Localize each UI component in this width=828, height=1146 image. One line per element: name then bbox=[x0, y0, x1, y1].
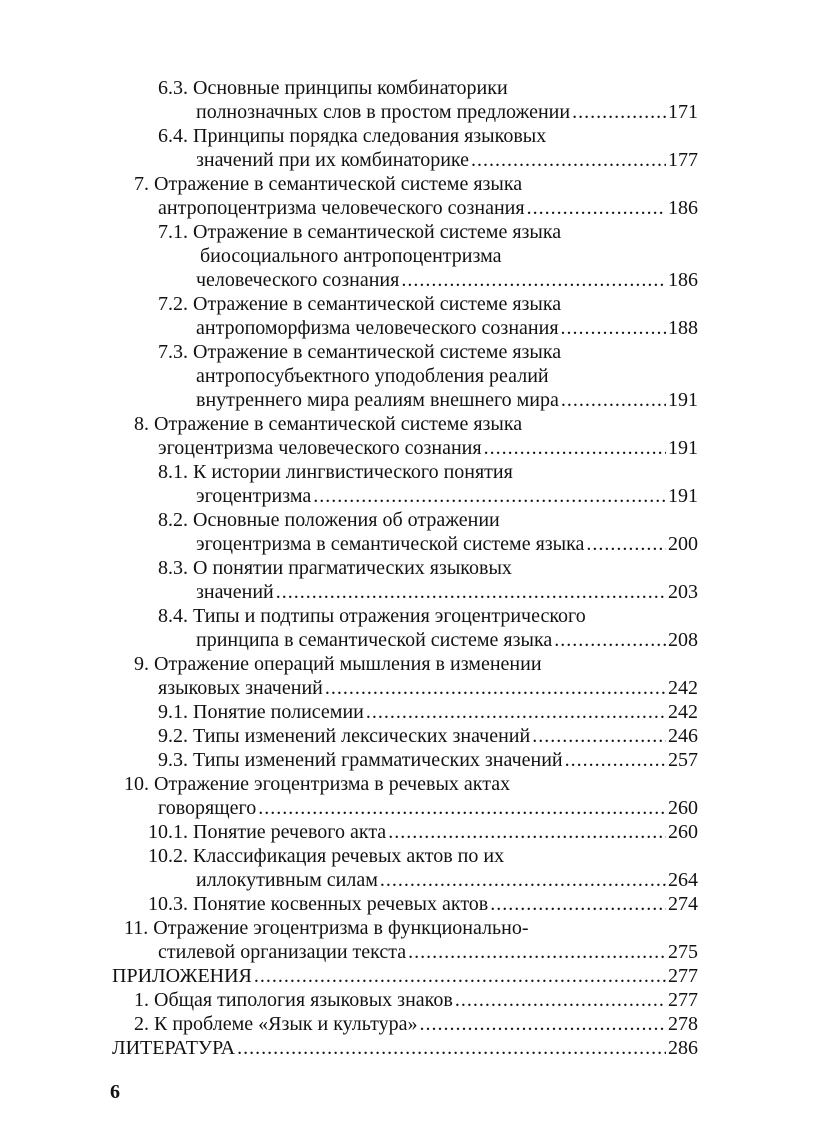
toc-entry-7-2[interactable] bbox=[196, 316, 698, 340]
toc-leader-dots bbox=[561, 388, 666, 412]
toc-page-number: 264 bbox=[668, 869, 698, 891]
toc-page-number: 186 bbox=[668, 197, 698, 219]
toc-entry-8-1[interactable] bbox=[196, 484, 698, 508]
toc-entry-11[interactable] bbox=[158, 940, 698, 964]
toc-page-number: 191 bbox=[668, 437, 698, 459]
toc-entry-title: значений при их комбинаторике bbox=[196, 149, 470, 171]
toc-leader-dots bbox=[586, 532, 666, 556]
toc-leader-dots bbox=[408, 940, 666, 964]
toc-leader-dots bbox=[471, 148, 666, 172]
toc-entry-9-2[interactable] bbox=[158, 724, 698, 748]
toc-leader-dots bbox=[388, 820, 666, 844]
toc-entry-7-3-line2: антропосубъектного уподобления реалий bbox=[196, 365, 549, 387]
toc-entry-9-line1: 9. Отражение операций мышления в изменении bbox=[134, 653, 542, 675]
toc-leader-dots bbox=[380, 868, 666, 892]
toc-entry-8-3[interactable] bbox=[196, 580, 698, 604]
toc-entry-8-line1: 8. Отражение в семантической системе языка bbox=[134, 413, 523, 435]
toc-leader-dots bbox=[254, 964, 666, 988]
toc-entry-7-1-line2: биосоциального антропоцентризма bbox=[200, 245, 502, 267]
toc-entry-title: 1. Общая типология языковых знаков bbox=[134, 989, 453, 1011]
toc-page-number: 203 bbox=[668, 581, 698, 603]
toc-entry-10-line1: 10. Отражение эгоцентризма в речевых актах bbox=[124, 773, 511, 795]
toc-entry-8-4-line1: 8.4. Типы и подтипы отражения эгоцентрического bbox=[158, 605, 586, 627]
toc-page-number: 277 bbox=[668, 965, 698, 987]
toc-entry-title: антропоцентризма человеческого сознания bbox=[158, 197, 525, 219]
toc-page-number: 186 bbox=[668, 269, 698, 291]
toc-page-number: 171 bbox=[668, 101, 698, 123]
toc-entry-8-4[interactable] bbox=[196, 628, 698, 652]
toc-page-number: 246 bbox=[668, 725, 698, 747]
toc-page-number: 277 bbox=[668, 989, 698, 1011]
toc-entry-appendices[interactable] bbox=[112, 964, 698, 988]
toc-entry-8-3-line1: 8.3. О понятии прагматических языковых bbox=[158, 557, 512, 579]
toc-entry-title: антропоморфизма человеческого сознания bbox=[196, 317, 559, 339]
toc-leader-dots bbox=[490, 892, 666, 916]
toc-entry-appendix-1[interactable] bbox=[134, 988, 698, 1012]
toc-entry-10[interactable] bbox=[158, 796, 698, 820]
toc-leader-dots bbox=[561, 316, 666, 340]
toc-leader-dots bbox=[401, 268, 666, 292]
toc-entry-title: 10.3. Понятие косвенных речевых актов bbox=[148, 893, 489, 915]
toc-page-number: 208 bbox=[668, 629, 698, 651]
toc-entry-8-2-line1: 8.2. Основные положения об отражении bbox=[158, 509, 500, 531]
toc-page-number: 242 bbox=[668, 677, 698, 699]
toc-entry-title: ПРИЛОЖЕНИЯ bbox=[112, 965, 252, 987]
toc-leader-dots bbox=[313, 484, 666, 508]
toc-leader-dots bbox=[325, 676, 666, 700]
toc-entry-7-3-line1: 7.3. Отражение в семантической системе языка bbox=[158, 341, 562, 363]
toc-entry-title: 9.2. Типы изменений лексических значений bbox=[158, 725, 531, 747]
toc-entry-7[interactable] bbox=[158, 196, 698, 220]
toc-page-number: 177 bbox=[668, 149, 698, 171]
toc-entry-7-line1: 7. Отражение в семантической системе языка bbox=[134, 173, 523, 195]
toc-entry-title: ЛИТЕРАТУРА bbox=[112, 1037, 236, 1059]
toc-entry-7-2-line1: 7.2. Отражение в семантической системе языка bbox=[158, 293, 562, 315]
toc-entry-8[interactable] bbox=[158, 436, 698, 460]
toc-entry-title: эгоцентризма bbox=[196, 485, 312, 507]
toc-entry-7-1[interactable] bbox=[196, 268, 698, 292]
toc-entry-6-3-line1: 6.3. Основные принципы комбинаторики bbox=[158, 77, 508, 99]
toc-page-number: 286 bbox=[668, 1037, 698, 1059]
toc-entry-7-3[interactable] bbox=[196, 388, 698, 412]
toc-entry-title: языковых значений bbox=[158, 677, 323, 699]
toc-leader-dots bbox=[455, 988, 666, 1012]
toc-entry-title: 9.1. Понятие полисемии bbox=[158, 701, 364, 723]
toc-entry-appendix-2[interactable] bbox=[134, 1012, 698, 1036]
toc-entry-title: эгоцентризма человеческого сознания bbox=[158, 437, 482, 459]
toc-leader-dots bbox=[258, 796, 666, 820]
toc-entry-8-2[interactable] bbox=[196, 532, 698, 556]
toc-page-number: 188 bbox=[668, 317, 698, 339]
toc-entry-title: полнозначных слов в простом предложении bbox=[196, 101, 571, 123]
toc-leader-dots bbox=[572, 100, 666, 124]
toc-leader-dots bbox=[565, 748, 666, 772]
page-number: 6 bbox=[110, 1081, 120, 1103]
toc-entry-title: 9.3. Типы изменений грамматических значений bbox=[158, 749, 563, 771]
toc-entry-6-3[interactable] bbox=[196, 100, 698, 124]
toc-entry-7-1-line1: 7.1. Отражение в семантической системе языка bbox=[158, 221, 562, 243]
toc-page-number: 275 bbox=[668, 941, 698, 963]
toc-page-number: 191 bbox=[668, 485, 698, 507]
toc-entry-title: значений bbox=[196, 581, 274, 603]
toc-page-number: 260 bbox=[668, 797, 698, 819]
toc-entry-11-line1: 11. Отражение эгоцентризма в функционально- bbox=[124, 917, 529, 939]
toc-leader-dots bbox=[366, 700, 666, 724]
toc-entry-8-1-line1: 8.1. К истории лингвистического понятия bbox=[158, 461, 513, 483]
toc-leader-dots bbox=[527, 196, 666, 220]
toc-entry-9[interactable] bbox=[158, 676, 698, 700]
toc-entry-9-1[interactable] bbox=[158, 700, 698, 724]
toc-entry-6-4[interactable] bbox=[196, 148, 698, 172]
toc-entry-title: 10.1. Понятие речевого акта bbox=[148, 821, 387, 843]
toc-leader-dots bbox=[419, 1012, 666, 1036]
toc-page-number: 260 bbox=[668, 821, 698, 843]
toc-page-number: 274 bbox=[668, 893, 698, 915]
toc-entry-title: 2. К проблеме «Язык и культура» bbox=[134, 1013, 418, 1035]
toc-entry-10-2-line1: 10.2. Классификация речевых актов по их bbox=[148, 845, 505, 867]
toc-entry-title: говорящего bbox=[158, 797, 257, 819]
toc-entry-title: иллокутивным силам bbox=[196, 869, 378, 891]
toc-page-number: 278 bbox=[668, 1013, 698, 1035]
toc-entry-10-3[interactable] bbox=[148, 892, 698, 916]
toc-leader-dots bbox=[237, 1036, 666, 1060]
toc-page-number: 257 bbox=[668, 749, 698, 771]
toc-page-number: 200 bbox=[668, 533, 698, 555]
toc-entry-literature[interactable] bbox=[112, 1036, 698, 1060]
toc-entry-title: внутреннего мира реалиям внешнего мира bbox=[196, 389, 559, 411]
toc-entry-title: эгоцентризма в семантической системе языка bbox=[196, 533, 585, 555]
toc-entry-10-1[interactable] bbox=[148, 820, 698, 844]
toc-entry-title: принципа в семантической системе языка bbox=[196, 629, 553, 651]
toc-entry-title: стилевой организации текста bbox=[158, 941, 407, 963]
toc-leader-dots bbox=[484, 436, 666, 460]
toc-leader-dots bbox=[532, 724, 666, 748]
toc-page-number: 242 bbox=[668, 701, 698, 723]
toc-page-number: 191 bbox=[668, 389, 698, 411]
toc-entry-title: человеческого сознания bbox=[196, 269, 400, 291]
toc-entry-10-2[interactable] bbox=[196, 868, 698, 892]
toc-leader-dots bbox=[554, 628, 666, 652]
toc-leader-dots bbox=[276, 580, 666, 604]
toc-entry-9-3[interactable] bbox=[158, 748, 698, 772]
toc-entry-6-4-line1: 6.4. Принципы порядка следования языковых bbox=[158, 125, 547, 147]
